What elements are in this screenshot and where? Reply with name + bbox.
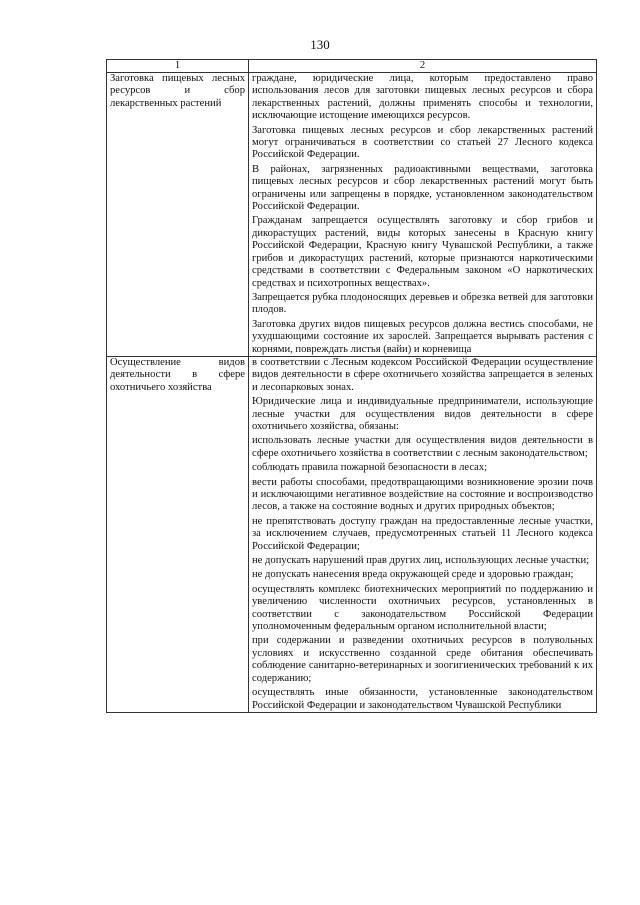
requirement-paragraph: осуществлять комплекс биотехнических мероприятий по поддержанию и увеличению численности охотничьих ресурсов, установленных в соответствии с законодательством Российской Федерации уполномоченным федеральным органом исполнительной власти; bbox=[252, 583, 593, 633]
requirements-cell bbox=[249, 356, 597, 712]
requirement-paragraph: Заготовка других видов пищевых ресурсов должна вестись способами, не ухудшающими состояние их зарослей. Запрещается вырывать растения с корнями, повреждать листья (вайи) и корневища bbox=[252, 318, 593, 355]
requirement-paragraph: Гражданам запрещается осуществлять заготовку и сбор грибов и дикорастущих растений, виды которых занесены в Красную книгу Российской Федерации, Красную книгу Чувашской Республики, а также грибов и дикорастущих растений, которые признаются наркотическими средствами в соответствии с Федеральным законом «О наркотических средствах и психотропных веществах». bbox=[252, 215, 593, 289]
requirement-paragraph: Запрещается рубка плодоносящих деревьев и обрезка ветвей для заготовки плодов. bbox=[252, 291, 593, 316]
requirement-paragraph: осуществлять иные обязанности, установленные законодательством Российской Федерации и законодательством Чувашской Республики bbox=[252, 687, 593, 711]
requirement-paragraph: Юридические лица и индивидуальные предприниматели, использующие лесные участки для осуществления видов деятельности в сфере охотничьего хозяйства, обязаны: bbox=[252, 396, 593, 432]
page-number: 130 bbox=[310, 37, 330, 52]
requirements-cell bbox=[249, 73, 597, 357]
requirement-paragraph: граждане, юридические лица, которым предоставлено право использования лесов для заготовки пищевых лесных ресурсов и сбора лекарственных растений, должны применять способы и технологии, исключающие истощение имеющихся ресурсов. bbox=[252, 73, 593, 122]
table-header-row bbox=[107, 60, 597, 73]
requirement-paragraph: не препятствовать доступу граждан на предоставленные лесные участки, за исключением случаев, предусмотренных статьей 11 Лесного кодекса Российской Федерации; bbox=[252, 515, 593, 552]
requirement-paragraph: не допускать нанесения вреда окружающей среде и здоровью граждан; bbox=[252, 569, 574, 581]
activity-cell: Заготовка пищевых лесных ресурсов и сбор лекарственных растений bbox=[107, 73, 249, 357]
requirement-paragraph: в соответствии с Лесным кодексом Российской Федерации осуществление видов деятельности в сфере охотничьего хозяйства запрещается в зеленых и лесопарковых зонах. bbox=[252, 356, 593, 393]
requirement-paragraph: соблюдать правила пожарной безопасности в лесах; bbox=[252, 462, 488, 474]
requirement-paragraph: не допускать нарушений прав других лиц, использующих лесные участки; bbox=[252, 555, 590, 567]
requirement-paragraph: вести работы способами, предотвращающими возникновение эрозии почв и исключающими негативное воздействие на состояние и воспроизводство лесов, а также на состояние водных и других природных объектов; bbox=[252, 476, 593, 513]
column-header-2: 2 bbox=[249, 60, 597, 73]
activity-cell: Осуществление видов деятельности в сфере охотничьего хозяйства bbox=[107, 356, 249, 712]
regulation-table bbox=[106, 59, 597, 713]
requirement-paragraph: использовать лесные участки для осуществления видов деятельности в сфере охотничьего хозяйства в соответствии с лесным законодательством; bbox=[252, 435, 593, 459]
table-row bbox=[107, 73, 597, 357]
table-row bbox=[107, 356, 597, 712]
column-header-1: 1 bbox=[107, 60, 249, 73]
requirement-paragraph: В районах, загрязненных радиоактивными веществами, заготовка пищевых лесных ресурсов и сбор лекарственных растений могут быть ограничены или запрещены в порядке, установленном законодательством Российской Федерации. bbox=[252, 163, 593, 213]
requirement-paragraph: при содержании и разведении охотничьих ресурсов в полувольных условиях и искусственно созданной среде обитания обеспечивать соблюдение санитарно-ветеринарных и зоогигиенических требований к их содержанию; bbox=[252, 635, 593, 684]
requirement-paragraph: Заготовка пищевых лесных ресурсов и сбор лекарственных растений могут ограничиваться в соответствии со статьей 27 Лесного кодекса Российской Федерации. bbox=[252, 124, 593, 161]
